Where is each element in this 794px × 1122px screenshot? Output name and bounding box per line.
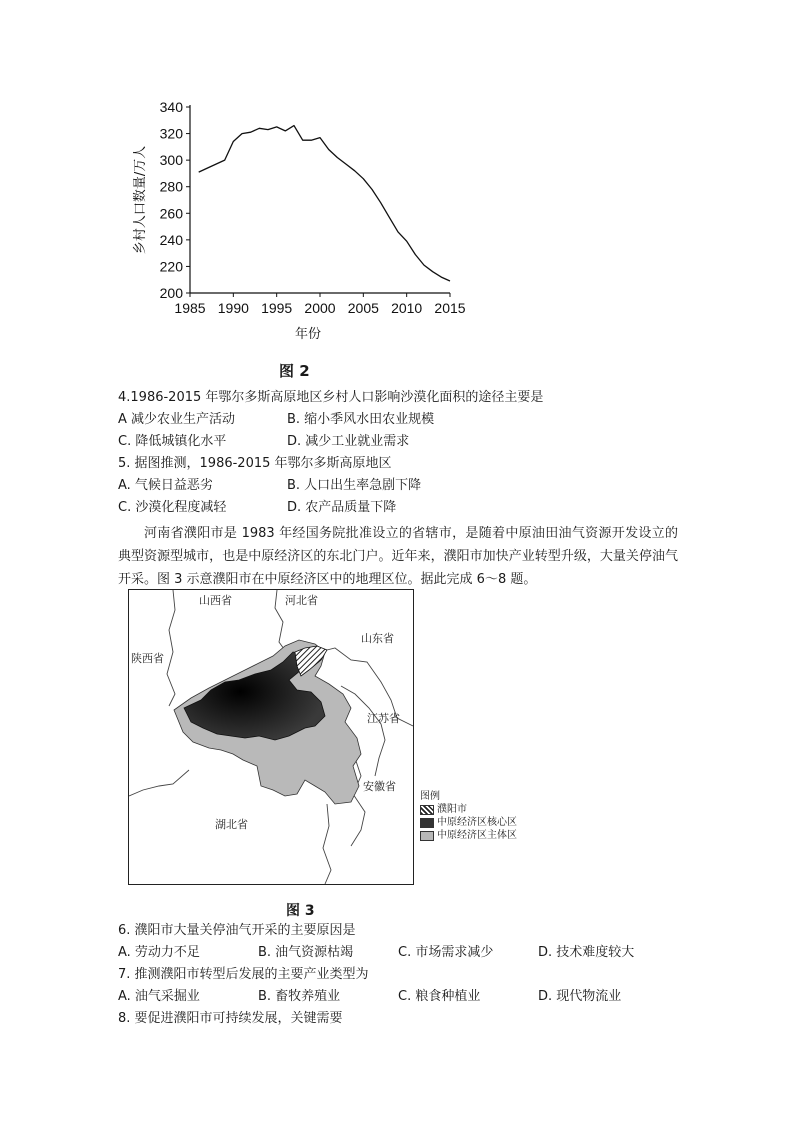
x-tick-label: 2005 bbox=[347, 300, 379, 316]
boundary-hubei-anhui bbox=[323, 804, 331, 884]
label-jiangsu: 江苏省 bbox=[367, 712, 400, 725]
legend-label-main: 中原经济区主体区 bbox=[437, 830, 517, 841]
x-tick-label: 1985 bbox=[174, 300, 206, 316]
x-tick-label: 1990 bbox=[217, 300, 249, 316]
chart-series bbox=[199, 126, 450, 281]
y-tick-label: 280 bbox=[159, 178, 183, 195]
legend-item-core bbox=[420, 816, 517, 829]
y-axis-title: 乡村人口数量/万人 bbox=[133, 145, 148, 255]
legend-swatch-puyang bbox=[420, 805, 434, 815]
y-tick-label: 220 bbox=[159, 258, 183, 275]
y-tick-label: 300 bbox=[159, 152, 183, 169]
legend-label-puyang: 濮阳市 bbox=[437, 804, 467, 815]
label-hubei: 湖北省 bbox=[215, 818, 248, 831]
y-tick-label: 260 bbox=[159, 205, 183, 222]
figure-3-caption: 图 3 bbox=[286, 903, 315, 919]
x-tick-label: 1995 bbox=[261, 300, 293, 316]
passage-text: 河南省濮阳市是 1983 年经国务院批准设立的省辖市，是随着中原油田油气资源开发设立的典型资源型城市，也是中原经济区的东北门户。近年来，濮阳市加快产业转型升级，大量关停油气开采。图 3 示意濮阳市在中原经济区中的地理区位。据此完成 6～8 题。 bbox=[118, 526, 678, 587]
zhongyuan-map bbox=[128, 589, 414, 885]
q5-option-c: C. 沙漠化程度减轻 bbox=[118, 500, 227, 515]
y-tick-label: 200 bbox=[159, 285, 183, 301]
legend-item-main bbox=[420, 829, 517, 842]
y-tick-label: 240 bbox=[159, 231, 183, 248]
boundary-shaanxi bbox=[167, 590, 175, 706]
label-shaanxi: 陕西省 bbox=[131, 652, 164, 665]
passage bbox=[118, 522, 678, 591]
q6-option-b: B. 油气资源枯竭 bbox=[258, 945, 354, 960]
q5-option-b: B. 人口出生率急剧下降 bbox=[287, 478, 422, 493]
x-tick-label: 2015 bbox=[434, 300, 466, 316]
q6-option-d: D. 技术难度较大 bbox=[538, 945, 635, 960]
question-4: 4.1986-2015 年鄂尔多斯高原地区乡村人口影响沙漠化面积的途径主要是 bbox=[118, 390, 544, 405]
q6-option-a: A. 劳动力不足 bbox=[118, 945, 200, 960]
q4-option-d: D. 减少工业就业需求 bbox=[287, 434, 410, 449]
map-canvas bbox=[129, 590, 413, 884]
figure-2-caption: 图 2 bbox=[279, 362, 310, 380]
q4-option-c: C. 降低城镇化水平 bbox=[118, 434, 227, 449]
legend-item-puyang bbox=[420, 803, 517, 816]
q5-option-d: D. 农产品质量下降 bbox=[287, 500, 397, 515]
q5-option-a: A. 气候日益恶劣 bbox=[118, 478, 213, 493]
q7-option-c: C. 粮食种植业 bbox=[398, 989, 481, 1004]
question-6: 6. 濮阳市大量关停油气开采的主要原因是 bbox=[118, 923, 356, 938]
legend-title: 图例 bbox=[420, 791, 440, 802]
rural-population-chart bbox=[120, 95, 480, 345]
y-tick-label: 340 bbox=[159, 99, 183, 115]
chart-axes bbox=[190, 105, 450, 293]
boundary-hubei-shaanxi bbox=[129, 770, 189, 796]
question-8: 8. 要促进濮阳市可持续发展，关键需要 bbox=[118, 1011, 343, 1026]
map-legend bbox=[420, 790, 517, 842]
question-5: 5. 据图推测，1986-2015 年鄂尔多斯高原地区 bbox=[118, 456, 392, 471]
label-anhui: 安徽省 bbox=[363, 780, 396, 793]
legend-swatch-main bbox=[420, 831, 434, 841]
q6-option-c: C. 市场需求减少 bbox=[398, 945, 494, 960]
x-axis-title: 年份 bbox=[294, 327, 322, 342]
chart-canvas bbox=[120, 95, 480, 345]
label-shanxi: 山西省 bbox=[199, 594, 232, 607]
x-tick-label: 2010 bbox=[391, 300, 423, 316]
legend-swatch-core bbox=[420, 818, 434, 828]
q4-option-a: A 减少农业生产活动 bbox=[118, 412, 236, 427]
q4-option-b: B. 缩小季风水田农业规模 bbox=[287, 412, 435, 427]
rural-population-line bbox=[199, 126, 450, 281]
q7-option-a: A. 油气采掘业 bbox=[118, 989, 200, 1004]
label-shandong: 山东省 bbox=[361, 632, 394, 645]
q7-option-d: D. 现代物流业 bbox=[538, 989, 622, 1004]
label-hebei: 河北省 bbox=[285, 594, 318, 607]
y-tick-label: 320 bbox=[159, 125, 183, 142]
legend-label-core: 中原经济区核心区 bbox=[437, 817, 517, 828]
q7-option-b: B. 畜牧养殖业 bbox=[258, 989, 341, 1004]
chart-ticks bbox=[160, 99, 466, 316]
question-7: 7. 推测濮阳市转型后发展的主要产业类型为 bbox=[118, 967, 369, 982]
x-tick-label: 2000 bbox=[304, 300, 336, 316]
